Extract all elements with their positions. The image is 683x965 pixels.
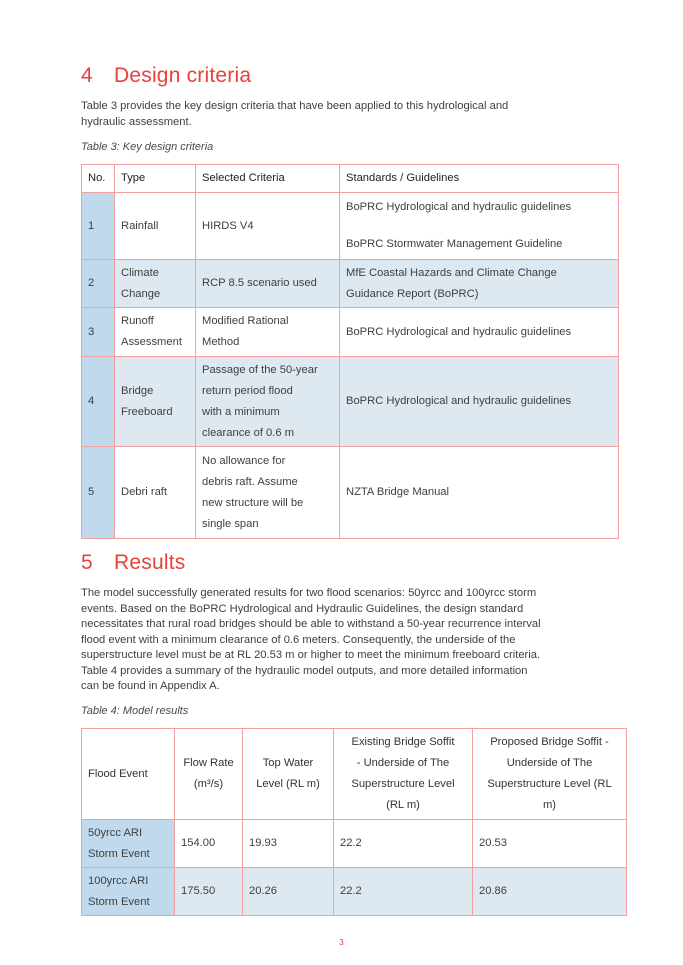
- section-5-title: Results: [114, 551, 186, 574]
- criteria-line: No allowance for: [202, 454, 286, 467]
- section-4-title: Design criteria: [114, 64, 252, 87]
- header-line: Superstructure Level (RL: [487, 778, 612, 790]
- standard-gap: [346, 218, 612, 234]
- section-5-heading: [81, 551, 185, 575]
- row-standards: BoPRC Hydrological and hydraulic guidelines: [340, 357, 619, 447]
- header-line: (m³/s): [193, 778, 224, 790]
- section-5-number: 5: [81, 551, 93, 574]
- standard-line: BoPRC Hydrological and hydraulic guidelines: [346, 201, 572, 213]
- section-5-paragraph: [81, 586, 626, 695]
- row-number: 4: [82, 357, 115, 447]
- section-4-number: 4: [81, 64, 93, 87]
- header-line: Flow Rate: [183, 757, 234, 769]
- criteria-line: debris raft. Assume: [202, 475, 298, 488]
- row-criteria: RCP 8.5 scenario used: [196, 260, 340, 308]
- header-existing-soffit: [334, 729, 473, 820]
- row-number: 2: [82, 260, 115, 308]
- header-line: (RL m): [386, 799, 420, 811]
- header-line: Level (RL m): [256, 778, 320, 790]
- table-row: [82, 868, 627, 916]
- header-top-water-level: [243, 729, 334, 820]
- header-flow-rate: [175, 729, 243, 820]
- section-4-intro: [81, 99, 626, 130]
- row-standards: BoPRC Hydrological and hydraulic guidelines: [340, 308, 619, 357]
- standard-line: Guidance Report (BoPRC): [346, 287, 479, 300]
- criteria-line: with a minimum: [202, 405, 280, 418]
- header-line: Top Water: [262, 757, 314, 769]
- event-line: 50yrcc ARI: [88, 826, 143, 839]
- criteria-line: Method: [202, 336, 240, 348]
- event-line: Storm Event: [88, 895, 150, 908]
- header-line: Underside of The: [506, 757, 593, 769]
- type-line: Runoff: [121, 315, 154, 327]
- paragraph-line: can be found in Appendix A.: [81, 680, 220, 692]
- table-header-row: [82, 165, 619, 193]
- header-line: - Underside of The: [356, 757, 450, 769]
- criteria-line: clearance of 0.6 m: [202, 426, 295, 439]
- row-proposed-soffit: 20.53: [473, 820, 627, 868]
- page-number: 3: [339, 938, 344, 947]
- criteria-line: Passage of the 50-year: [202, 363, 318, 376]
- header-type: Type: [115, 165, 196, 193]
- criteria-line: Modified Rational: [202, 315, 289, 327]
- table-4-caption: Table 4: Model results: [81, 705, 189, 717]
- header-flood-event: Flood Event: [82, 729, 175, 820]
- row-criteria: [196, 357, 340, 447]
- row-criteria: HIRDS V4: [196, 193, 340, 260]
- standard-line: BoPRC Stormwater Management Guideline: [346, 238, 563, 250]
- header-standards: Standards / Guidelines: [340, 165, 619, 193]
- row-type: [115, 260, 196, 308]
- design-criteria-table: [81, 164, 619, 539]
- row-standards: [340, 260, 619, 308]
- criteria-line: return period flood: [202, 384, 293, 397]
- event-line: Storm Event: [88, 847, 150, 860]
- paragraph-line: events. Based on the BoPRC Hydrological and Hydraulic Guidelines, the design standard: [81, 602, 524, 615]
- row-criteria: [196, 308, 340, 357]
- row-top-water-level: 19.93: [243, 820, 334, 868]
- table-3-caption: Table 3: Key design criteria: [81, 141, 214, 153]
- table-row: [82, 447, 619, 539]
- header-line: Superstructure Level: [351, 778, 455, 790]
- model-results-table: [81, 728, 627, 916]
- standard-line: MfE Coastal Hazards and Climate Change: [346, 266, 557, 279]
- paragraph-line: superstructure level must be at RL 20.53 m or higher to meet the minimum freeboard criteria.: [81, 649, 541, 661]
- table-header-row: [82, 729, 627, 820]
- type-line: Bridge: [121, 384, 154, 397]
- row-top-water-level: 20.26: [243, 868, 334, 916]
- paragraph-line: Table 4 provides a summary of the hydraulic model outputs, and more detailed information: [81, 664, 528, 677]
- row-type: Rainfall: [115, 193, 196, 260]
- row-flow-rate: 154.00: [175, 820, 243, 868]
- row-standards: [340, 193, 619, 260]
- row-flood-event: [82, 820, 175, 868]
- paragraph-line: flood event with a minimum clearance of 0.6 meters. Consequently, the underside of the: [81, 633, 516, 646]
- row-type: [115, 308, 196, 357]
- event-line: 100yrcc ARI: [88, 874, 149, 887]
- type-line: Climate: [121, 266, 159, 279]
- row-flood-event: [82, 868, 175, 916]
- header-line: m): [542, 799, 557, 811]
- paragraph-line: The model successfully generated results for two flood scenarios: 50yrcc and 100yrcc storm: [81, 587, 537, 599]
- row-existing-soffit: 22.2: [334, 868, 473, 916]
- row-number: 1: [82, 193, 115, 260]
- table-row: [82, 357, 619, 447]
- header-no: No.: [82, 165, 115, 193]
- criteria-line: single span: [202, 517, 259, 530]
- row-type: [115, 357, 196, 447]
- row-standards: NZTA Bridge Manual: [340, 447, 619, 539]
- row-proposed-soffit: 20.86: [473, 868, 627, 916]
- intro-line: Table 3 provides the key design criteria that have been applied to this hydrological and: [81, 100, 509, 112]
- intro-line: hydraulic assessment.: [81, 115, 192, 128]
- table-row: [82, 308, 619, 357]
- table-row: [82, 260, 619, 308]
- row-number: 3: [82, 308, 115, 357]
- type-line: Change: [121, 287, 161, 300]
- header-line: Existing Bridge Soffit: [351, 736, 455, 748]
- row-criteria: [196, 447, 340, 539]
- table-row: [82, 193, 619, 260]
- row-type: Debri raft: [115, 447, 196, 539]
- paragraph-line: necessitates that rural road bridges should be able to withstand a 50-year recurrence interval: [81, 618, 541, 630]
- table-row: [82, 820, 627, 868]
- row-number: 5: [82, 447, 115, 539]
- section-4-heading: [81, 64, 251, 88]
- type-line: Freeboard: [121, 405, 173, 418]
- row-existing-soffit: 22.2: [334, 820, 473, 868]
- type-line: Assessment: [121, 336, 182, 348]
- header-criteria: Selected Criteria: [196, 165, 340, 193]
- row-flow-rate: 175.50: [175, 868, 243, 916]
- header-proposed-soffit: [473, 729, 627, 820]
- header-line: Proposed Bridge Soffit -: [490, 736, 609, 748]
- criteria-line: new structure will be: [202, 496, 304, 509]
